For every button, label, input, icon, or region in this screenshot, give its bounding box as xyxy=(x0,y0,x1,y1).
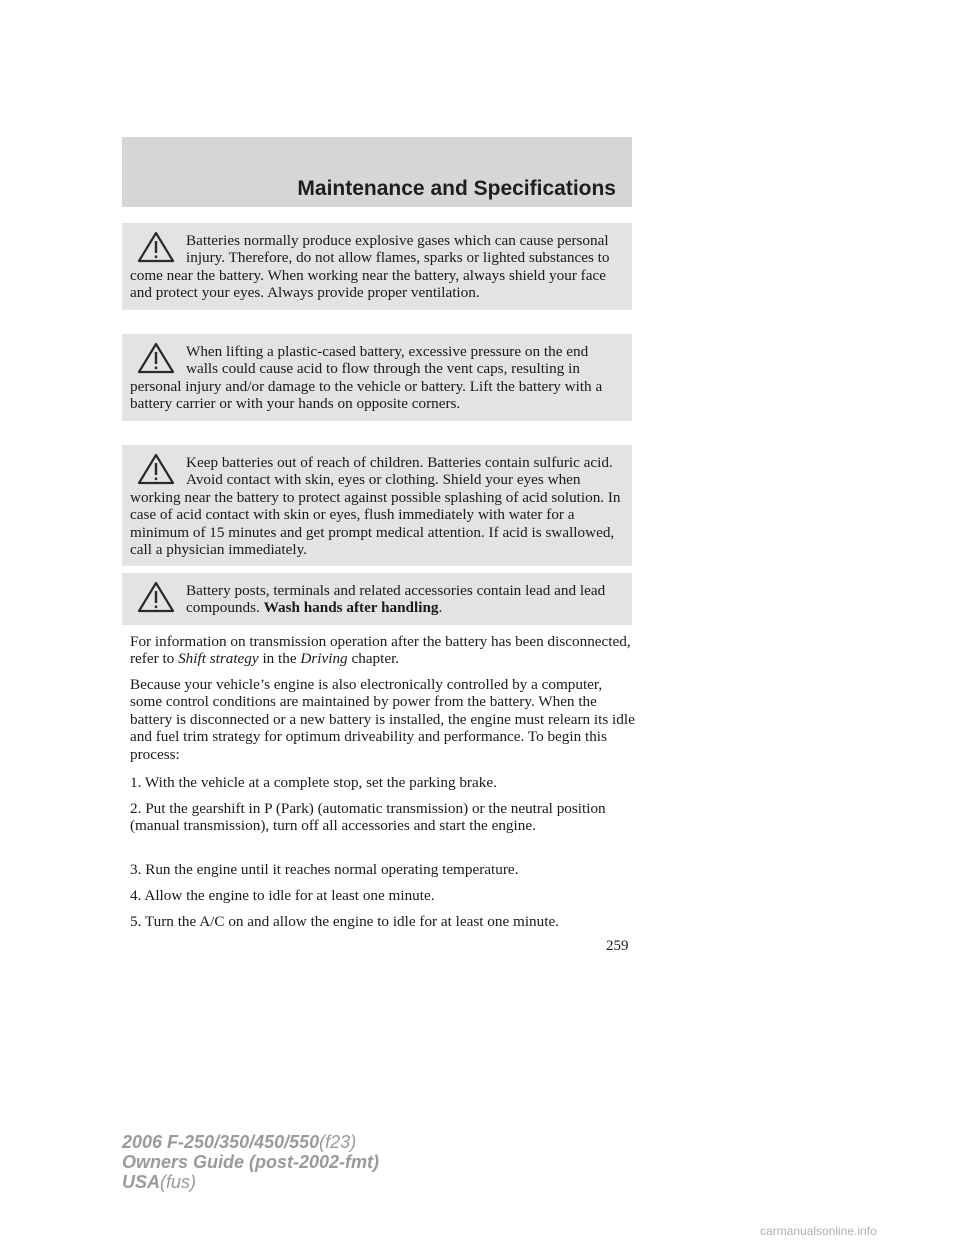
step-5: 5. Turn the A/C on and allow the engine to idle for at least one minute. xyxy=(130,913,559,930)
section-header xyxy=(122,137,632,207)
warning-triangle-icon xyxy=(136,230,176,264)
warning-triangle-icon xyxy=(136,580,176,614)
step-4: 4. Allow the engine to idle for at least one minute. xyxy=(130,887,435,904)
warning-box-lifting xyxy=(122,334,632,421)
warning-text: Keep batteries out of reach of children. Batteries contain sulfuric acid. Avoid contact with skin, eyes or clothing. Shield your eyes when working near the battery to protect against possible splashing of acid solution. In case of acid contact with skin or eyes, flush immediately with water for a minimum of 15 minutes and get prompt medical attention. If acid is swallowed, call a physician immediately. xyxy=(130,454,621,559)
warning-triangle-icon xyxy=(136,341,176,375)
step-3: 3. Run the engine until it reaches normal operating temperature. xyxy=(130,861,519,878)
step-2: 2. Put the gearshift in P (Park) (automatic transmission) or the neutral position (manual transmission), turn off all accessories and start the engine. xyxy=(130,800,606,835)
document-footer: 2006 F-250/350/450/550(f23) Owners Guide (post-2002-fmt) USA(fus) xyxy=(122,1132,380,1192)
section-title: Maintenance and Specifications xyxy=(297,177,616,200)
warning-box-sulfuric-acid xyxy=(122,445,632,566)
warning-box-explosive-gases xyxy=(122,223,632,310)
warning-text: Battery posts, terminals and related accessories contain lead and lead compounds. Wash hands after handling. xyxy=(186,582,606,617)
warning-text: When lifting a plastic-cased battery, excessive pressure on the end walls could cause acid to flow through the vent caps, resulting in personal injury and/or damage to the vehicle or battery. Lift the battery with a battery carrier or with your hands on opposite corners. xyxy=(130,343,603,413)
page-number: 259 xyxy=(606,938,629,954)
watermark: carmanualsonline.info xyxy=(760,1224,877,1238)
warning-emphasis: Wash hands after handling xyxy=(263,599,439,617)
paragraph-relearn: Because your vehicle’s engine is also electronically controlled by a computer, some control conditions are maintained by power from the battery. When the battery is disconnected or a new battery is installed, the engine must relearn its idle and fuel trim strategy for optimum driveability and performance. To begin this process: xyxy=(130,676,635,763)
warning-text: Batteries normally produce explosive gases which can cause personal injury. Therefore, do not allow flames, sparks or lighted substances to come near the battery. When working near the battery, always shield your face and protect your eyes. Always provide proper ventilation. xyxy=(130,232,610,302)
chapter-reference: Driving xyxy=(300,650,348,668)
warning-triangle-icon xyxy=(136,452,176,486)
paragraph-transmission: For information on transmission operation after the battery has been disconnected, refer to Shift strategy in the Driving chapter. xyxy=(130,633,631,668)
warning-box-lead xyxy=(122,573,632,625)
step-1: 1. With the vehicle at a complete stop, set the parking brake. xyxy=(130,774,497,791)
cross-reference: Shift strategy xyxy=(178,650,259,668)
